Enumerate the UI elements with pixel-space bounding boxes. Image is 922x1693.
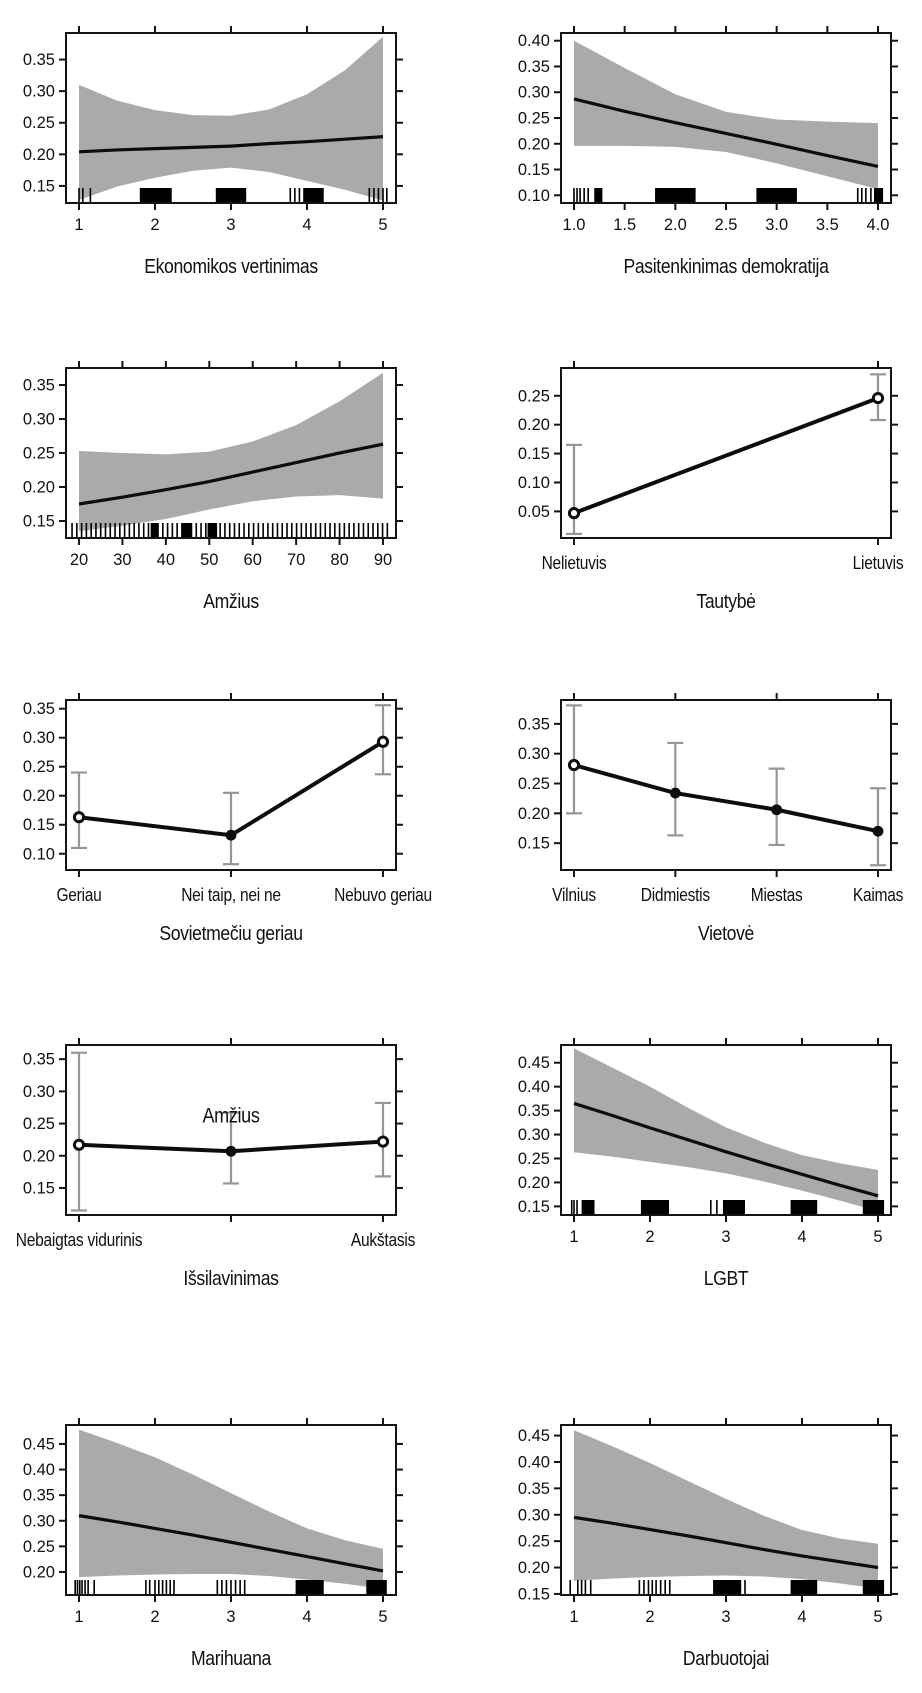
svg-text:0.35: 0.35 (22, 1486, 55, 1505)
subplot-issilavinimas (0, 1012, 461, 1291)
x-axis-label-pasitenkinimas-demokratija: Pasitenkinimas demokratija (623, 256, 829, 278)
svg-text:0.15: 0.15 (517, 1197, 550, 1216)
svg-text:0.20: 0.20 (22, 1563, 55, 1582)
svg-text:0.45: 0.45 (22, 1435, 55, 1454)
svg-text:2.0: 2.0 (663, 216, 687, 234)
svg-text:0.10: 0.10 (517, 473, 550, 492)
svg-text:0.25: 0.25 (22, 444, 55, 463)
svg-text:0.20: 0.20 (22, 787, 55, 806)
svg-text:0.30: 0.30 (517, 83, 550, 102)
svg-text:0.30: 0.30 (517, 745, 550, 764)
svg-text:0.20: 0.20 (22, 145, 55, 164)
svg-text:0.35: 0.35 (517, 1102, 550, 1121)
svg-text:0.25: 0.25 (517, 775, 550, 794)
svg-text:40: 40 (156, 551, 176, 569)
svg-text:4.0: 4.0 (866, 216, 890, 234)
svg-text:2.5: 2.5 (714, 216, 738, 234)
svg-text:0.35: 0.35 (517, 1479, 550, 1498)
darbuotojai-chart (495, 1392, 922, 1634)
svg-text:0.15: 0.15 (22, 1179, 55, 1198)
svg-text:4: 4 (797, 1228, 807, 1246)
svg-text:Nei taip, nei ne: Nei taip, nei ne (181, 884, 281, 906)
x-axis-label-issilavinimas: Išsilavinimas (183, 1268, 279, 1290)
svg-text:3.0: 3.0 (765, 216, 789, 234)
svg-text:0.25: 0.25 (22, 1537, 55, 1556)
x-axis-label-vietove: Vietovė (698, 923, 754, 945)
svg-text:30: 30 (113, 551, 132, 569)
marihuana-chart (0, 1392, 461, 1634)
sovietmeciu-geriau-chart (0, 667, 461, 909)
svg-text:Lietuvis: Lietuvis (852, 552, 904, 574)
svg-text:5: 5 (873, 1608, 883, 1626)
x-axis-label-ekonomikos-vertinimas: Ekonomikos vertinimas (144, 256, 318, 278)
svg-text:3: 3 (226, 216, 236, 234)
svg-text:3: 3 (226, 1608, 236, 1626)
svg-text:0.35: 0.35 (22, 376, 55, 395)
svg-text:Geriau: Geriau (56, 884, 102, 906)
svg-text:Vilnius: Vilnius (552, 884, 596, 906)
svg-text:0.30: 0.30 (517, 1506, 550, 1525)
svg-text:80: 80 (330, 551, 349, 569)
svg-text:0.30: 0.30 (22, 1082, 55, 1101)
x-axis-label-tautybe: Tautybė (696, 591, 756, 613)
x-axis-label-amzius: Amžius (203, 591, 259, 613)
svg-text:0.10: 0.10 (22, 845, 55, 864)
x-axis-label-sovietmeciu-geriau: Sovietmečiu geriau (159, 923, 303, 945)
svg-text:0.20: 0.20 (517, 1173, 550, 1192)
svg-text:5: 5 (378, 216, 388, 234)
svg-text:0.15: 0.15 (517, 161, 550, 180)
svg-text:0.40: 0.40 (22, 1461, 55, 1480)
svg-text:0.15: 0.15 (517, 1585, 550, 1604)
svg-text:Miestas: Miestas (750, 884, 803, 906)
svg-text:0.45: 0.45 (517, 1054, 550, 1073)
svg-text:3: 3 (721, 1608, 731, 1626)
svg-text:0.25: 0.25 (517, 387, 550, 406)
lgbt-chart (495, 1012, 922, 1254)
svg-text:0.15: 0.15 (22, 512, 55, 531)
svg-text:0.30: 0.30 (22, 729, 55, 748)
svg-text:0.20: 0.20 (517, 804, 550, 823)
svg-text:0.25: 0.25 (22, 114, 55, 133)
x-axis-label-marihuana: Marihuana (191, 1648, 271, 1670)
svg-text:3: 3 (721, 1228, 731, 1246)
svg-text:0.25: 0.25 (517, 1149, 550, 1168)
svg-text:0.30: 0.30 (517, 1126, 550, 1145)
svg-text:Didmiestis: Didmiestis (640, 884, 710, 906)
svg-text:1: 1 (569, 1608, 579, 1626)
subplot-marihuana (0, 1392, 461, 1671)
svg-text:50: 50 (200, 551, 219, 569)
svg-text:1.0: 1.0 (562, 216, 586, 234)
svg-text:4: 4 (302, 216, 312, 234)
ekonomikos-vertinimas-chart (0, 0, 461, 242)
subplot-lgbt (495, 1012, 922, 1291)
svg-text:0.25: 0.25 (22, 1115, 55, 1134)
svg-text:0.35: 0.35 (22, 1050, 55, 1069)
svg-text:2: 2 (150, 216, 160, 234)
svg-text:0.25: 0.25 (517, 109, 550, 128)
subplot-tautybe (495, 335, 922, 614)
svg-text:Amžius: Amžius (202, 1104, 260, 1128)
svg-text:0.40: 0.40 (517, 32, 550, 51)
subplot-amzius (0, 335, 461, 614)
svg-text:0.30: 0.30 (22, 410, 55, 429)
svg-text:0.40: 0.40 (517, 1078, 550, 1097)
svg-text:4: 4 (797, 1608, 807, 1626)
svg-text:1: 1 (569, 1228, 579, 1246)
svg-text:0.15: 0.15 (517, 445, 550, 464)
x-axis-label-lgbt: LGBT (703, 1268, 749, 1290)
svg-text:4: 4 (302, 1608, 312, 1626)
subplot-ekonomikos-vertinimas (0, 0, 461, 279)
pasitenkinimas-demokratija-chart (495, 0, 922, 242)
svg-text:0.15: 0.15 (22, 816, 55, 835)
svg-text:0.15: 0.15 (22, 177, 55, 196)
svg-text:0.30: 0.30 (22, 1512, 55, 1531)
svg-text:Nebuvo geriau: Nebuvo geriau (334, 884, 432, 906)
svg-text:1: 1 (74, 1608, 84, 1626)
tautybe-chart (495, 335, 922, 577)
svg-text:5: 5 (378, 1608, 388, 1626)
svg-text:Aukštasis: Aukštasis (350, 1229, 416, 1251)
svg-text:0.35: 0.35 (517, 715, 550, 734)
vietove-chart (495, 667, 922, 909)
svg-text:0.45: 0.45 (517, 1427, 550, 1446)
svg-text:0.20: 0.20 (22, 1147, 55, 1166)
svg-text:2: 2 (645, 1228, 655, 1246)
svg-text:0.10: 0.10 (517, 186, 550, 205)
svg-text:1.5: 1.5 (613, 216, 637, 234)
svg-text:2: 2 (645, 1608, 655, 1626)
svg-text:Kaimas: Kaimas (852, 884, 904, 906)
svg-text:0.40: 0.40 (517, 1453, 550, 1472)
svg-text:70: 70 (286, 551, 306, 569)
svg-text:3.5: 3.5 (815, 216, 839, 234)
amzius-chart (0, 335, 461, 577)
x-axis-label-darbuotojai: Darbuotojai (682, 1648, 770, 1670)
issilavinimas-chart (0, 1012, 461, 1254)
subplot-pasitenkinimas-demokratija (495, 0, 922, 279)
svg-text:0.35: 0.35 (22, 700, 55, 719)
svg-text:0.35: 0.35 (517, 57, 550, 76)
svg-text:Nelietuvis: Nelietuvis (541, 552, 607, 574)
svg-text:0.05: 0.05 (517, 502, 550, 521)
svg-text:Nebaigtas vidurinis: Nebaigtas vidurinis (15, 1229, 143, 1251)
svg-text:0.20: 0.20 (517, 416, 550, 435)
svg-text:0.15: 0.15 (517, 834, 550, 853)
svg-text:2: 2 (150, 1608, 160, 1626)
subplot-vietove (495, 667, 922, 946)
svg-text:0.25: 0.25 (22, 758, 55, 777)
svg-text:90: 90 (373, 551, 393, 569)
svg-text:0.20: 0.20 (22, 478, 55, 497)
svg-text:0.30: 0.30 (22, 82, 55, 101)
svg-text:0.20: 0.20 (517, 1559, 550, 1578)
svg-text:60: 60 (243, 551, 262, 569)
svg-text:0.35: 0.35 (22, 51, 55, 70)
svg-text:0.25: 0.25 (517, 1532, 550, 1551)
subplot-sovietmeciu-geriau (0, 667, 461, 946)
subplot-darbuotojai (495, 1392, 922, 1671)
svg-text:5: 5 (873, 1228, 883, 1246)
svg-text:20: 20 (69, 551, 89, 569)
svg-text:0.20: 0.20 (517, 135, 550, 154)
svg-text:1: 1 (74, 216, 84, 234)
